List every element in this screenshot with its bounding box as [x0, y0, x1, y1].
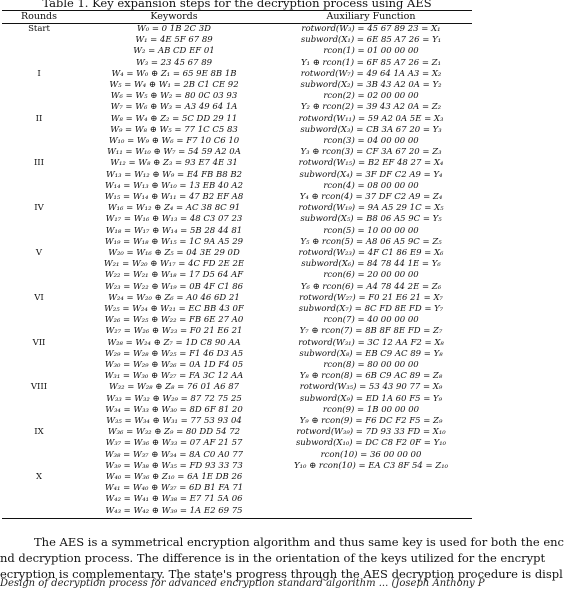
keyword-cell: W₁₅ = W₁₄ ⊕ W₁₁ = 47 B2 EF A8 — [104, 192, 244, 202]
table-row — [0, 349, 474, 360]
keyword-cell: W₁₇ = W₁₆ ⊕ W₁₃ = 48 C3 07 23 — [105, 214, 243, 225]
table-row — [0, 450, 474, 461]
keyword-cell: W₃₄ = W₃₃ ⊕ W₃₀ = 8D 6F 81 20 — [105, 404, 243, 415]
table-row — [0, 226, 474, 237]
keyword-cell: W₃₈ = W₃₇ ⊕ W₃₄ = 8A C0 A0 77 — [104, 449, 244, 460]
table-row — [0, 494, 474, 505]
keyword-cell: W₄₂ = W₄₁ ⊕ W₃₈ = E7 71 5A 06 — [105, 494, 243, 505]
keyword-cell: W₃ = 23 45 67 89 — [135, 57, 213, 68]
auxiliary-cell: Y₃ ⊕ rcon(3) = CF 3A 67 20 = Z₃ — [300, 147, 442, 158]
table-row — [0, 282, 474, 293]
table-row — [0, 46, 474, 57]
auxiliary-cell: rotword(W₁₉) = 9A A5 29 1C = X₅ — [298, 203, 444, 214]
auxiliary-cell: subword(X₃) = CB 3A 67 20 = Y₃ — [300, 124, 442, 135]
table-row — [0, 270, 474, 281]
auxiliary-cell: Y₉ ⊕ rcon(9) = F6 DC F2 F5 = Z₉ — [299, 416, 443, 426]
table-row — [0, 293, 474, 304]
keyword-cell: W₇ = W₆ ⊕ W₃ = A3 49 64 1A — [110, 102, 238, 113]
round-cell: VII — [32, 337, 46, 348]
round-cell: VI — [34, 292, 44, 303]
table-row — [0, 91, 474, 102]
keyword-cell: W₁₂ = W₈ ⊕ Z₃ = 93 E7 4E 31 — [110, 158, 238, 169]
auxiliary-cell: Y₈ ⊕ rcon(8) = 6B C9 AC 89 = Z₈ — [299, 371, 443, 382]
auxiliary-cell: subword(X₈) = EB C9 AC 89 = Y₈ — [299, 348, 443, 359]
keyword-cell: W₄₃ = W₄₂ ⊕ W₃₉ = 1A E2 69 75 — [105, 505, 243, 516]
table-row — [0, 58, 474, 69]
auxiliary-cell: Y₇ ⊕ rcon(7) = 8B 8F 8E FD = Z₇ — [299, 326, 443, 337]
round-cell: II — [35, 113, 43, 124]
keyword-cell: W₂₅ = W₂₄ ⊕ W₂₁ = EC BB 43 0F — [104, 304, 244, 314]
auxiliary-cell: rotword(W₁₅) = B2 EF 48 27 = X₄ — [298, 158, 444, 169]
table-row — [0, 203, 474, 214]
table-row — [0, 35, 474, 46]
keyword-cell: W₂ = AB CD EF 01 — [133, 46, 215, 57]
keyword-cell: W₂₃ = W₂₂ ⊕ W₁₉ = 0B 4F C1 86 — [104, 281, 244, 292]
auxiliary-cell: subword(X₇) = 8C FD 8E FD = Y₇ — [298, 304, 444, 314]
table-row — [0, 192, 474, 203]
keyword-cell: W₂₂ = W₂₁ ⊕ W₁₈ = 17 D5 64 AF — [104, 270, 244, 281]
table-row — [0, 147, 474, 158]
table-row — [0, 338, 474, 349]
keyword-cell: W₄ = W₀ ⊕ Z₁ = 65 9E 8B 1B — [111, 68, 237, 79]
table-row — [0, 315, 474, 326]
keyword-cell: W₉ = W₈ ⊕ W₅ = 77 1C C5 83 — [110, 124, 238, 135]
keyword-cell: W₂₇ = W₂₆ ⊕ W₂₃ = F0 21 E6 21 — [105, 326, 243, 337]
keyword-cell: W₄₁ = W₄₀ ⊕ W₃₇ = 6D B1 FA 71 — [104, 483, 244, 494]
page-footer: Design of decryption process for advanced encryption standard algorithm ... (Joseph Anthony P — [0, 578, 485, 589]
auxiliary-cell: rcon(6) = 20 00 00 00 — [323, 270, 419, 281]
keyword-cell: W₂₄ = W₂₀ ⊕ Z₆ = A0 46 6D 21 — [108, 292, 240, 303]
keyword-cell: W₃₆ = W₃₂ ⊕ Z₉ = 80 DD 54 72 — [107, 427, 241, 438]
round-cell: III — [33, 158, 45, 169]
header-auxiliary-function: Auxiliary Function — [326, 11, 416, 22]
auxiliary-cell: rotword(W₁₁) = 59 A2 0A 5E = X₃ — [298, 113, 444, 124]
keyword-cell: W₈ = W₄ ⊕ Z₂ = 5C DD 29 11 — [110, 113, 238, 124]
table-row — [0, 416, 474, 427]
auxiliary-cell: rcon(5) = 10 00 00 00 — [323, 225, 419, 236]
paragraph-line-1: The AES is a symmetrical encryption algorithm and thus same key is used for both the enc — [34, 535, 564, 549]
table-row — [0, 394, 474, 405]
auxiliary-cell: Y₅ ⊕ rcon(5) = A8 06 A5 9C = Z₅ — [300, 236, 442, 247]
auxiliary-cell: rcon(2) = 02 00 00 00 — [323, 91, 419, 102]
keyword-cell: W₁₀ = W₉ ⊕ W₆ = F7 10 C6 10 — [108, 136, 240, 146]
auxiliary-cell: rcon(9) = 1B 00 00 00 — [322, 404, 420, 415]
table-row — [0, 69, 474, 80]
keyword-cell: W₃₂ = W₂₈ ⊕ Z₈ = 76 01 A6 87 — [108, 382, 240, 393]
table-row — [0, 248, 474, 259]
table-row — [0, 102, 474, 113]
auxiliary-cell: subword(X₂) = 3B 43 A2 0A = Y₂ — [300, 80, 442, 90]
table-row — [0, 427, 474, 438]
keyword-cell: W₂₆ = W₂₅ ⊕ W₂₂ = FB 6E 27 A0 — [104, 315, 244, 326]
paragraph-line-3: ecryption is complementary. The state's progress through the AES decryption procedure is displ — [0, 567, 563, 581]
auxiliary-cell: rotword(W₃₅) = 53 43 90 77 = X₉ — [299, 382, 443, 393]
keyword-cell: W₅ = W₄ ⊕ W₁ = 2B C1 CE 92 — [109, 80, 239, 90]
keyword-cell: W₁₈ = W₁₇ ⊕ W₁₄ = 5B 28 44 81 — [105, 225, 243, 236]
round-cell: Start — [28, 24, 50, 34]
auxiliary-cell: Y₆ ⊕ rcon(6) = A4 78 44 2E = Z₆ — [300, 281, 442, 292]
table-row — [0, 483, 474, 494]
round-cell: IV — [34, 203, 44, 214]
keyword-cell: W₃₇ = W₃₆ ⊕ W₃₃ = 07 AF 21 57 — [105, 438, 243, 449]
round-cell: V — [35, 248, 43, 258]
paragraph-line-2: nd decryption process. The difference is in the orientation of the keys utilized for the encrypt — [0, 551, 546, 565]
auxiliary-cell: Y₁ ⊕ rcon(1) = 6F 85 A7 26 = Z₁ — [301, 57, 441, 68]
table-row — [0, 405, 474, 416]
auxiliary-cell: subword(X₁₀) = DC C8 F2 0F = Y₁₀ — [295, 438, 447, 449]
auxiliary-cell: Y₂ ⊕ rcon(2) = 39 43 A2 0A = Z₂ — [300, 102, 442, 113]
auxiliary-cell: subword(X₅) = B8 06 A5 9C = Y₅ — [300, 214, 442, 225]
auxiliary-cell: rotword(W₃) = 45 67 89 23 = X₁ — [301, 24, 441, 34]
table-row — [0, 326, 474, 337]
auxiliary-cell: rotword(W₇) = 49 64 1A A3 = X₂ — [300, 68, 442, 79]
table-bottom-rule — [2, 518, 472, 519]
auxiliary-cell: Y₁₀ ⊕ rcon(10) = EA C3 8F 54 = Z₁₀ — [293, 460, 449, 471]
table-row — [0, 214, 474, 225]
round-cell: IX — [34, 427, 44, 438]
table-row — [0, 472, 474, 483]
table-row — [0, 170, 474, 181]
auxiliary-cell: rcon(7) = 40 00 00 00 — [323, 315, 419, 326]
keyword-cell: W₂₉ = W₂₈ ⊕ W₂₅ = F1 46 D3 A5 — [104, 348, 244, 359]
header-rounds: Rounds — [20, 11, 58, 22]
auxiliary-cell: rotword(W₃₁) = 3C 12 AA F2 = X₈ — [298, 337, 444, 348]
table-row — [0, 371, 474, 382]
keyword-cell: W₁₆ = W₁₂ ⊕ Z₄ = AC 38 8C 91 — [107, 203, 241, 214]
keyword-cell: W₀ = 0 1B 2C 3D — [137, 24, 211, 34]
keyword-cell: W₁₁ = W₁₀ ⊕ W₇ = 54 59 A2 0A — [107, 147, 241, 158]
table-row — [0, 360, 474, 371]
keyword-cell: W₆ = W₅ ⊕ W₂ = 80 0C 03 93 — [110, 91, 238, 102]
keyword-cell: W₃₀ = W₂₉ ⊕ W₂₆ = 0A 1D F4 05 — [104, 360, 244, 370]
table-row — [0, 114, 474, 125]
table-caption: Table 1. Key expansion steps for the decryption process using AES — [42, 0, 432, 10]
keyword-cell: W₁₉ = W₁₈ ⊕ W₁₅ = 1C 9A A5 29 — [104, 236, 244, 247]
auxiliary-cell: subword(X₁) = 6E 85 A7 26 = Y₁ — [300, 35, 442, 46]
round-cell: I — [37, 68, 41, 79]
auxiliary-cell: subword(X₉) = ED 1A 60 F5 = Y₉ — [299, 393, 443, 404]
keyword-cell: W₄₀ = W₃₆ ⊕ Z₁₀ = 6A 1E DB 26 — [105, 472, 243, 482]
keyword-cell: W₃₉ = W₃₈ ⊕ W₃₅ = FD 93 33 73 — [105, 460, 243, 471]
round-cell: VIII — [30, 382, 48, 393]
table-row — [0, 382, 474, 393]
table-row — [0, 136, 474, 147]
keyword-cell: W₁₃ = W₁₂ ⊕ W₉ = E4 FB B8 B2 — [106, 169, 242, 180]
table-row — [0, 24, 474, 35]
auxiliary-cell: rcon(4) = 08 00 00 00 — [323, 180, 419, 191]
keyword-cell: W₂₁ = W₂₀ ⊕ W₁₇ = 4C FD 2E 2E — [103, 259, 245, 270]
table-row — [0, 237, 474, 248]
keyword-cell: W₃₃ = W₃₂ ⊕ W₂₉ = 87 72 75 25 — [106, 393, 242, 404]
auxiliary-cell: rcon(10) = 36 00 00 00 — [320, 449, 422, 460]
auxiliary-cell: rcon(1) = 01 00 00 00 — [323, 46, 419, 57]
table-row — [0, 259, 474, 270]
table-row — [0, 461, 474, 472]
table-row — [0, 438, 474, 449]
auxiliary-cell: subword(X₆) = 84 78 44 1E = Y₆ — [301, 259, 441, 270]
auxiliary-cell: subword(X₄) = 3F DF C2 A9 = Y₄ — [299, 169, 443, 180]
auxiliary-cell: rotword(W₂₇) = F0 21 E6 21 = X₇ — [299, 292, 443, 303]
keyword-cell: W₁ = 4E 5F 67 89 — [135, 35, 213, 46]
auxiliary-cell: rotword(W₃₉) = 7D 93 33 FD = X₁₀ — [296, 427, 446, 438]
table-row — [0, 506, 474, 517]
keyword-cell: W₃₁ = W₃₀ ⊕ W₂₇ = FA 3C 12 AA — [104, 371, 244, 382]
keyword-cell: W₂₀ = W₁₆ ⊕ Z₅ = 04 3E 29 0D — [108, 248, 240, 258]
round-cell: X — [35, 472, 43, 482]
auxiliary-cell: rcon(3) = 04 00 00 00 — [323, 136, 419, 146]
auxiliary-cell: rotword(W₂₃) = 4F C1 86 E9 = X₆ — [298, 248, 444, 258]
keyword-cell: W₂₈ = W₂₄ ⊕ Z₇ = 1D C8 90 AA — [107, 337, 241, 348]
auxiliary-cell: rcon(8) = 80 00 00 00 — [323, 360, 419, 370]
table-row — [0, 304, 474, 315]
table-row — [0, 80, 474, 91]
keyword-cell: W₁₄ = W₁₃ ⊕ W₁₀ = 13 EB 40 A2 — [105, 180, 243, 191]
header-keywords: Keywords — [150, 11, 198, 22]
table-row — [0, 181, 474, 192]
table-row — [0, 125, 474, 136]
keyword-cell: W₃₅ = W₃₄ ⊕ W₃₁ = 77 53 93 04 — [106, 416, 242, 426]
auxiliary-cell: Y₄ ⊕ rcon(4) = 37 DF C2 A9 = Z₄ — [299, 192, 443, 202]
table-row — [0, 158, 474, 169]
